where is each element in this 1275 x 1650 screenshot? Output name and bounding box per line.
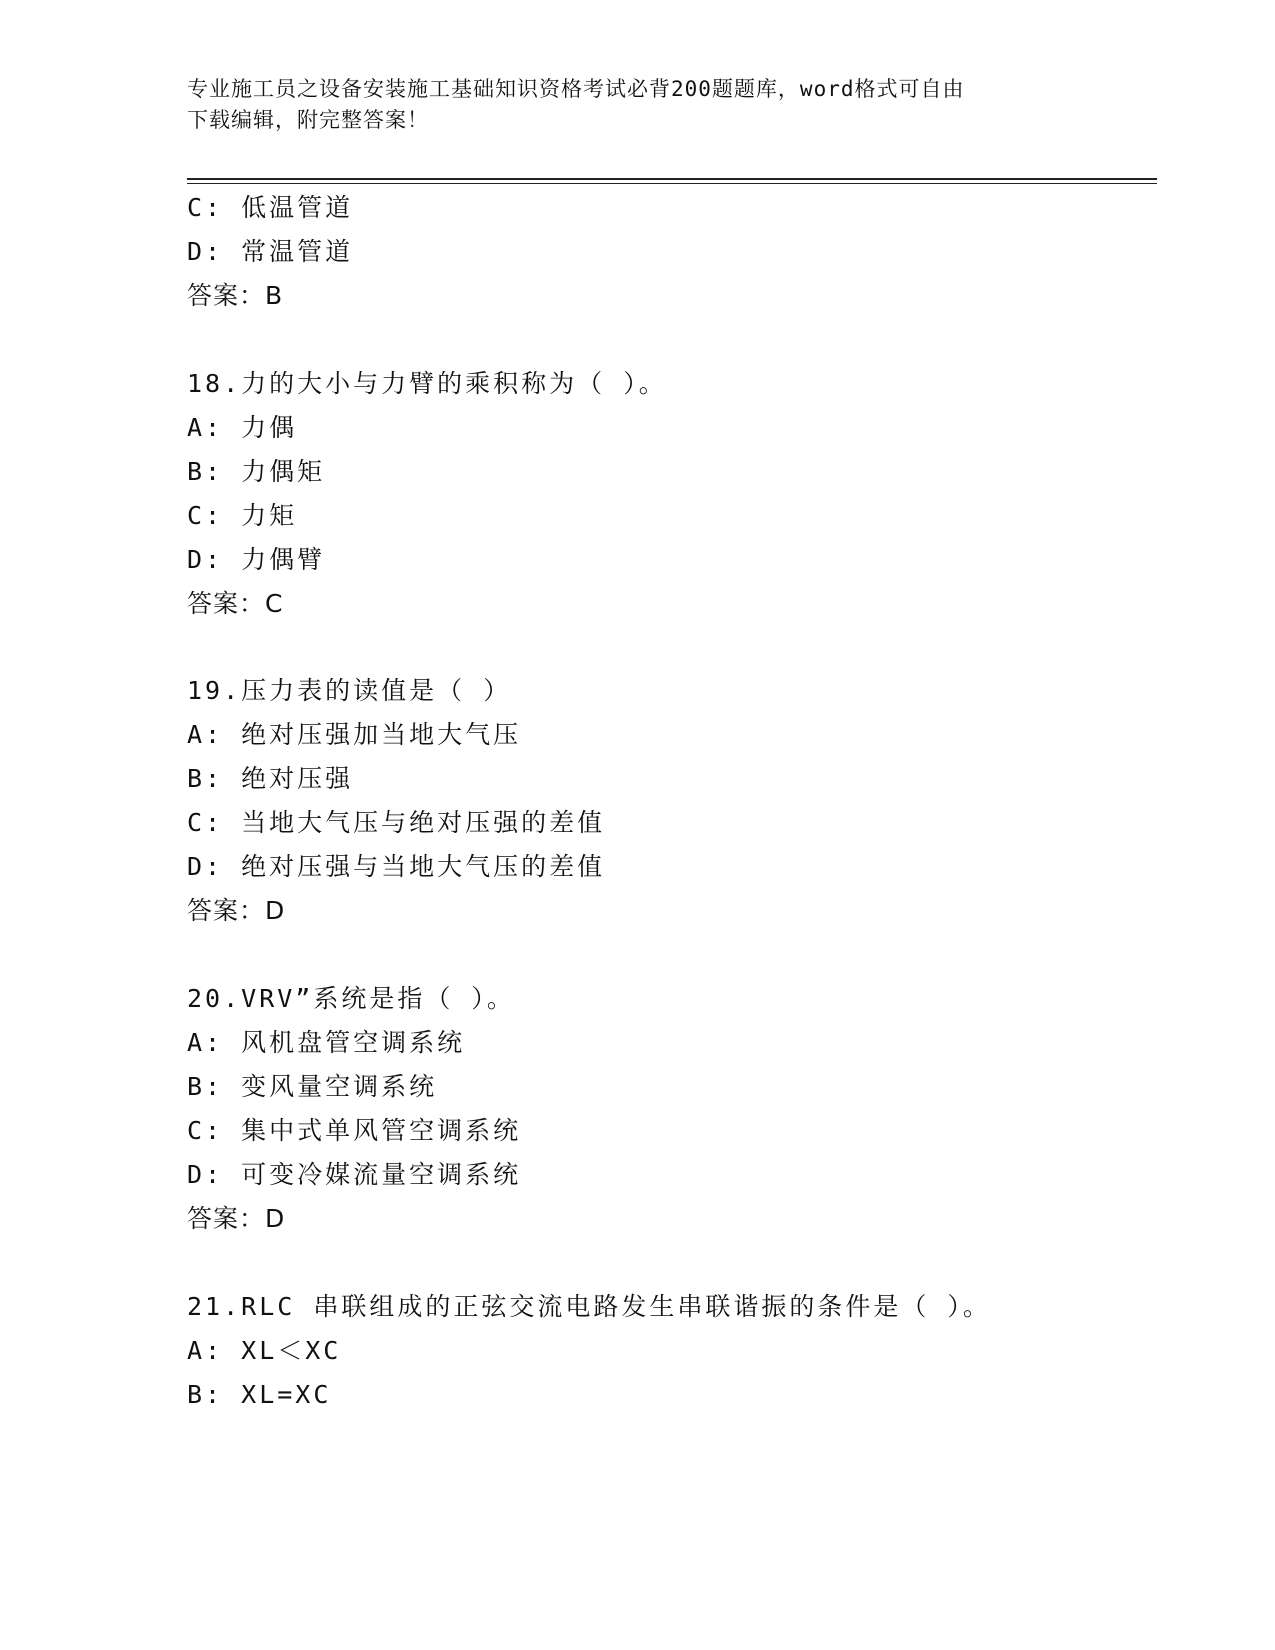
q19-stem: 19.压力表的读值是（ ） bbox=[187, 676, 512, 705]
header-divider-thick bbox=[187, 178, 1157, 180]
q20-option-b: B: 变风量空调系统 bbox=[187, 1072, 438, 1101]
q18-option-a: A: 力偶 bbox=[187, 413, 298, 442]
q18-answer: 答案：C bbox=[187, 589, 284, 618]
q20-option-d: D: 可变冷媒流量空调系统 bbox=[187, 1160, 522, 1189]
q19-option-a: A: 绝对压强加当地大气压 bbox=[187, 720, 522, 749]
q19-option-c: C: 当地大气压与绝对压强的差值 bbox=[187, 808, 606, 837]
q20-option-a: A: 风机盘管空调系统 bbox=[187, 1028, 466, 1057]
q21-stem: 21.RLC 串联组成的正弦交流电路发生串联谐振的条件是（ ）。 bbox=[187, 1292, 991, 1321]
q20-option-c: C: 集中式单风管空调系统 bbox=[187, 1116, 522, 1145]
q18-option-b: B: 力偶矩 bbox=[187, 457, 326, 486]
q18-option-d: D: 力偶臂 bbox=[187, 545, 326, 574]
q17-option-d: D: 常温管道 bbox=[187, 237, 354, 266]
header-divider-thin bbox=[187, 183, 1157, 184]
q17-option-c: C: 低温管道 bbox=[187, 193, 354, 222]
header-line-1: 专业施工员之设备安装施工基础知识资格考试必背200题题库，word格式可自由 bbox=[187, 77, 965, 101]
q20-stem: 20.VRV”系统是指（ ）。 bbox=[187, 984, 515, 1013]
header-line-2: 下载编辑，附完整答案！ bbox=[187, 108, 429, 132]
q18-option-c: C: 力矩 bbox=[187, 501, 298, 530]
q18-stem: 18.力的大小与力臂的乘积称为（ ）。 bbox=[187, 369, 667, 398]
q19-option-d: D: 绝对压强与当地大气压的差值 bbox=[187, 852, 606, 881]
q17-answer: 答案：B bbox=[187, 281, 284, 310]
document-header bbox=[187, 74, 1067, 136]
q19-option-b: B: 绝对压强 bbox=[187, 764, 354, 793]
q19-answer: 答案：D bbox=[187, 896, 286, 925]
q21-option-a: A: XL＜XC bbox=[187, 1336, 342, 1365]
q21-option-b: B: XL=XC bbox=[187, 1380, 332, 1409]
q20-answer: 答案：D bbox=[187, 1204, 286, 1233]
